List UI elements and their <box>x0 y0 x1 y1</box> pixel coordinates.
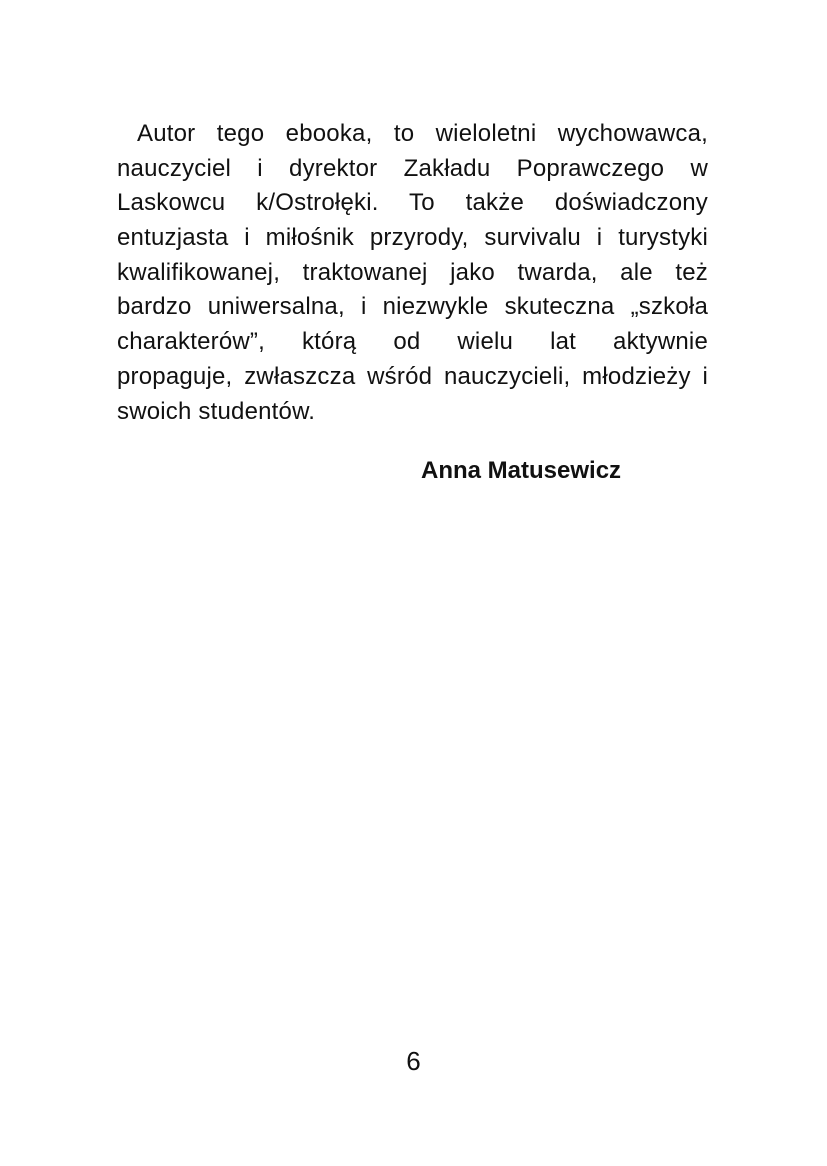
paragraph-line: Laskowcu k/Ostrołęki. To także doświadczony <box>117 189 708 217</box>
paragraph-line: entuzjasta i miłośnik przyrody, survivalu i turystyki <box>117 224 708 252</box>
page-number: 6 <box>406 1046 421 1076</box>
author-signature: Anna Matusewicz <box>421 457 622 484</box>
body-paragraph <box>117 117 708 429</box>
paragraph-line: Autor tego ebooka, to wieloletni wychowawca, <box>137 120 708 147</box>
paragraph-line: kwalifikowanej, traktowanej jako twarda, ale też <box>117 258 708 286</box>
paragraph-line: nauczyciel i dyrektor Zakładu Poprawczego w <box>117 154 708 182</box>
paragraph-line: propaguje, zwłaszcza wśród nauczycieli, młodzieży i <box>117 362 708 390</box>
paragraph-line: swoich studentów. <box>117 397 316 425</box>
paragraph-line: bardzo uniwersalna, i niezwykle skuteczna „szkoła <box>117 293 708 321</box>
paragraph-line: charakterów”, którą od wielu lat aktywnie <box>117 328 708 356</box>
